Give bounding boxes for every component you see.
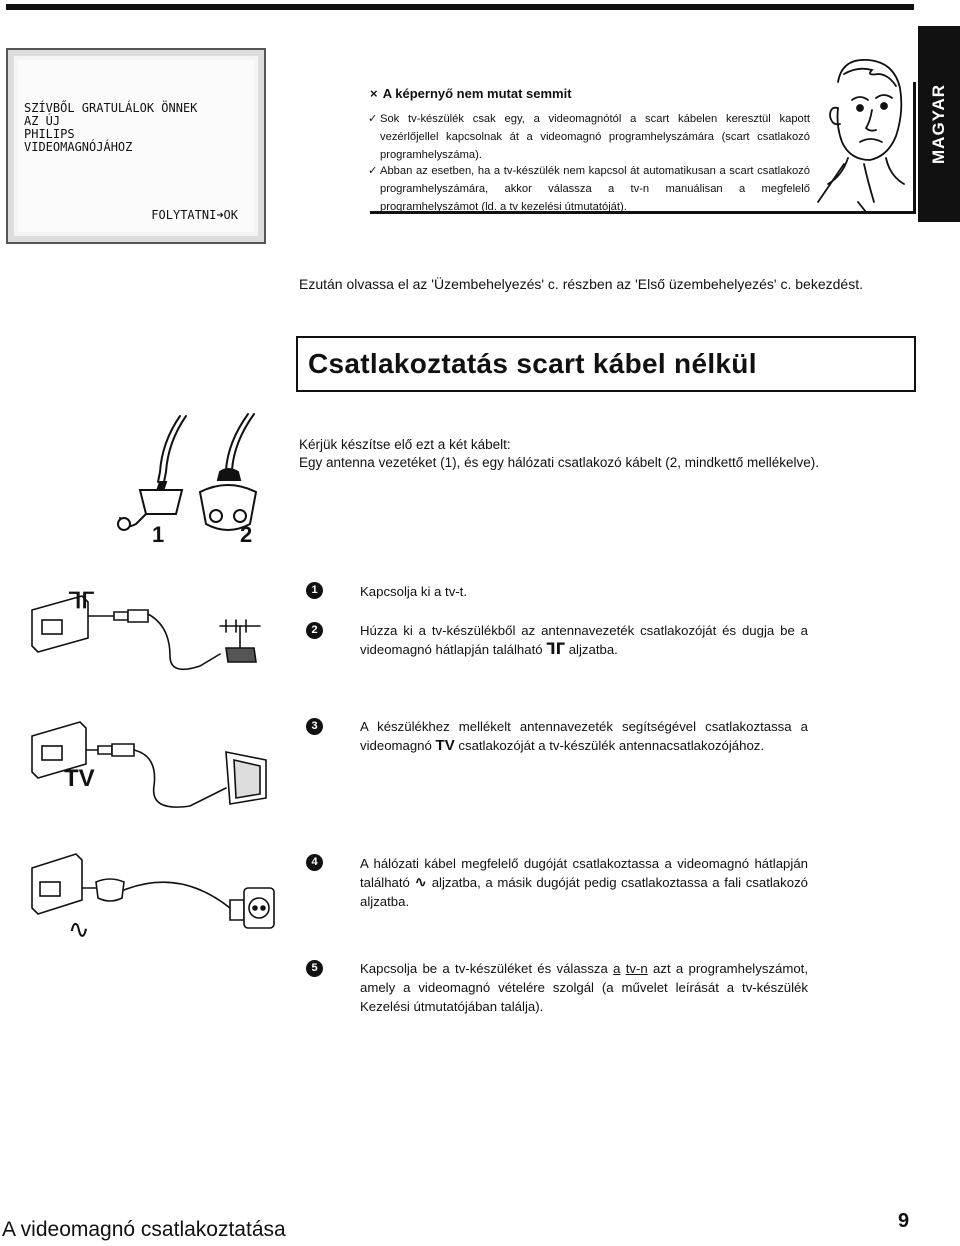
section-title: Csatlakoztatás scart kábel nélkül — [308, 348, 757, 379]
tv-screen-line: VIDEOMAGNÓJÁHOZ — [24, 140, 133, 154]
cross-icon: × — [370, 86, 378, 101]
step-text: Húzza ki a tv-készülékből az antennavezeték csatlakozóját és dugja be a videomagnó hátlapján található ᒣᒥ aljzatba. — [360, 623, 808, 658]
power-socket-icon: ∿ — [414, 874, 428, 891]
step-number: 2 — [306, 622, 323, 639]
troubleshoot-title-text: A képernyő nem mutat semmit — [382, 86, 572, 101]
after-note: Ezután olvassa el az 'Üzembehelyezés' c. részben az 'Első üzembehelyezés' c. bekezdést. — [299, 276, 863, 292]
tv-socket-icon: TV — [435, 737, 455, 754]
intro-line: Egy antenna vezetéket (1), és egy hálózati csatlakozó kábelt (2, mindkettő mellékelve). — [299, 455, 820, 470]
worried-face-icon — [808, 52, 914, 212]
tv-screen-line: AZ ÚJ — [24, 114, 61, 128]
power-symbol: ∿ — [68, 915, 90, 944]
check-icon: ✓ — [368, 165, 378, 177]
cable-label-2: 2 — [240, 522, 253, 547]
troubleshoot-item-text: Abban az esetben, ha a tv-készülék nem kapcsol át automatikusan a scart csatlakozó programhelyszámára, akkor válassza a tv-n manuálisan a megfelelő programhelyszámot (ld. a tv kezelési útmutatóját). — [380, 165, 810, 213]
footer-title: A videomagnó csatlakoztatása — [2, 1218, 286, 1241]
intro-line: Kérjük készítse elő ezt a két kábelt: — [299, 437, 511, 452]
troubleshoot-item-text: Sok tv-készülék csak egy, a videomagnótól a scart kábelen keresztül kapott vezérlőjellel kapcsolnak át a videomagnó programhelyszámára (scart csatlakozó programhelyszáma). — [380, 113, 810, 161]
cable-label-1: 1 — [152, 522, 165, 547]
antenna-illustration — [30, 586, 270, 682]
step-number: 1 — [306, 582, 323, 599]
power-illustration — [30, 848, 280, 944]
antenna-socket-icon: ᒣᒥ — [546, 641, 566, 658]
top-rule — [6, 4, 914, 10]
step-number: 4 — [306, 854, 323, 871]
antenna-symbol: ᒣᒥ — [68, 588, 94, 613]
troubleshoot-title — [370, 86, 572, 101]
step-number: 3 — [306, 718, 323, 735]
step-number: 5 — [306, 960, 323, 977]
language-tab-label: MAGYAR — [929, 84, 948, 164]
step-text: Kapcsolja ki a tv-t. — [360, 584, 468, 599]
intro-text — [299, 436, 819, 472]
troubleshoot-item — [370, 162, 810, 216]
section-heading-box — [296, 336, 916, 392]
tv-symbol: TV — [64, 765, 95, 792]
troubleshoot-item — [370, 110, 810, 164]
page-number: 9 — [898, 1210, 910, 1232]
step-text: A készülékhez mellékelt antennavezeték segítségével csatlakoztassa a videomagnó TV csatlakozóját a tv-készülék antennacsatlakozójához. — [360, 719, 808, 754]
step-text: A hálózati kábel megfelelő dugóját csatlakoztassa a videomagnó hátlapján található ∿ aljzatba, a másik dugóját pedig csatlakoztassa a fali csatlakozó aljzatba. — [360, 856, 808, 909]
tv-screen-continue: FOLYTATNI➜OK — [151, 208, 238, 222]
tv-connection-illustration — [30, 716, 280, 822]
tv-screen-illustration — [6, 48, 266, 244]
check-icon: ✓ — [368, 113, 378, 125]
tv-screen-line: SZÍVBŐL GRATULÁLOK ÖNNEK — [24, 101, 198, 115]
tv-screen-line: PHILIPS — [24, 127, 75, 141]
cables-illustration — [100, 412, 280, 552]
step-text: Kapcsolja be a tv-készüléket és válassza a tv-n azt a programhelyszámot, amely a videomagnó vételére szolgál (a művelet leírását a tv-készülék Kezelési útmutatójában találja). — [360, 961, 808, 1014]
language-tab — [918, 26, 960, 222]
